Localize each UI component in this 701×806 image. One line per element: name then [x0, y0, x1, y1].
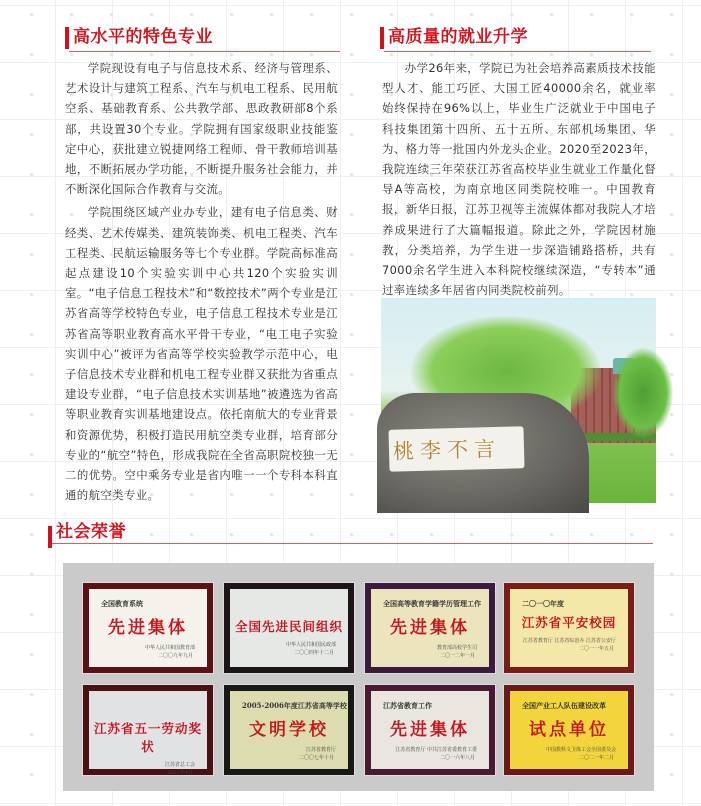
paragraph: 办学26年来，学院已为社会培养高素质技术技能型人才、能工巧匠、大国工匠40000余名，就业率始终保持在96%以上，毕业生广泛就业于中国电子科技集团第十四所、五十五所、东部机场集团、华为、格力等一批国内外龙头企业。2020至2023年，我院连续三年荣获江苏省高校毕业生就业工作量化督导A等高校，为南京地区同类院校唯一。中国教育报，新华日报，江苏卫视等主流媒体都对我院人才培养成果进行了大篇幅报道。除此之外，学院因材施教，分类培养，为学生进一步深造铺路搭桥，共有7000余名学生进入本科院校继续深造，“专转本”通过率连续多年居省内同类院校前列。	[382, 61, 656, 298]
honor-plaque	[503, 684, 635, 776]
plaque-title: 文明学校	[249, 720, 329, 740]
honor-plaque	[223, 582, 355, 674]
honor-plaque	[364, 684, 496, 776]
plaque-caption: 二〇一〇年度	[522, 599, 564, 608]
header-accent-bar	[380, 27, 384, 49]
plaque-caption: 江苏省教育工作	[383, 701, 432, 710]
plaque-title: 先进集体	[390, 618, 470, 638]
campus-photo	[381, 298, 656, 503]
plaque-face	[371, 589, 489, 667]
honor-plaque	[223, 684, 355, 776]
header-accent-bar	[65, 27, 69, 49]
section-title: 社会荣誉	[56, 522, 126, 542]
plaque-face	[230, 691, 348, 769]
plaque-title: 试点单位	[529, 720, 609, 740]
plaque-caption: 全国教育系统	[101, 599, 143, 608]
plaque-caption: 全国产业工人队伍建设改革	[522, 701, 606, 710]
paragraph: 学院现设有电子与信息技术系、经济与管理系、艺术设计与建筑工程系、汽车与机电工程系、民用航空系、基础教育系、公共教学部、思政教研部8个系部，共设置30个专业。学院拥有国家级职业技能鉴定中心，获批建立锐捷网络工程师、骨干教师培训基地，不断拓展办学功能，不断提升服务社会能力，并不断深化国际合作教育与交流。	[65, 61, 338, 197]
header-underline	[52, 543, 653, 544]
rock-inscription: 桃李不言	[392, 436, 502, 464]
plaque-title: 江苏省平安校园	[521, 615, 617, 630]
plaque-caption: 全国高等教育学籍学历管理工作	[383, 599, 481, 608]
plaque-issuer: 中国教科文卫体工会全国委员会	[545, 747, 616, 753]
plaque-face	[89, 589, 207, 667]
specialties-text	[65, 58, 338, 505]
plaque-date: 二〇〇四年十二月	[293, 650, 334, 656]
plaque-issuer: 江苏省教育厅 中共江苏省委教育工委	[395, 747, 477, 753]
honor-plaque	[364, 582, 496, 674]
plaque-date: 二〇二一年二月	[578, 755, 614, 761]
plaque-date: 二〇〇九年九月	[157, 653, 193, 659]
plaque-issuer: 中华人民共和国教育部	[144, 645, 195, 651]
paragraph: 学院围绕区域产业办专业，建有电子信息类、财经类、艺术传媒类、建筑装饰类、机电工程类、汽车工程类、民航运输服务等七个专业群。学院高标准高起点建设10个实验实训中心共120个实验实训室。“电子信息工程技术”和“数控技术”两个专业是江苏省高等学校特色专业，电子信息工程技术专业是江苏省高等职业教育高水平骨干专业，“电工电子实验实训中心”被评为省高等学校实验教学示范中心，电子信息技术专业群和机电工程专业群又获批为省重点建设专业群，“电子信息技术实训基地”被遴选为省高等职业教育实训基地建设点。依托南航大的专业背景和资源优势，积极打造民用航空类专业群，培育部分专业的“航空”特色，形成我院在全省高职院校独一无二的优势。空中乘务专业是省内唯一一个专科本科直通的航空类专业。	[65, 205, 338, 503]
section-header-employment	[380, 25, 660, 52]
plaque-issuer: 中华人民共和国民政部	[285, 642, 336, 648]
plaque-title: 江苏省五一劳动奖状	[93, 721, 202, 754]
plaque-issuer: 江苏省教育厅	[305, 747, 336, 753]
plaque-date: 2022年4月	[167, 770, 193, 776]
plaque-issuer: 江苏省总工会	[164, 762, 195, 768]
employment-text	[382, 58, 656, 300]
plaque-date: 二〇一六年八月	[439, 755, 475, 761]
plaque-face	[89, 691, 207, 776]
honor-plaque	[82, 684, 214, 776]
plaque-title: 先进集体	[108, 618, 188, 638]
plaque-date: 二〇一一年五月	[578, 646, 614, 652]
header-underline	[69, 51, 340, 52]
plaque-caption	[89, 691, 207, 701]
plaque-issuer: 教育部高校学生司	[436, 645, 477, 651]
plaque-face	[510, 589, 628, 667]
plaque-title: 先进集体	[390, 720, 470, 740]
section-header-honors	[48, 524, 653, 548]
plaque-date: 二〇〇七年十月	[298, 755, 334, 761]
plaque-face	[230, 589, 348, 667]
section-title: 高水平的特色专业	[73, 27, 213, 47]
honor-plaque	[82, 582, 214, 674]
header-accent-bar	[48, 526, 52, 548]
plaque-face	[510, 691, 628, 769]
plaque-caption: 2005-2006年度江苏省高等学校	[242, 701, 347, 710]
section-title: 高质量的就业升学	[388, 27, 528, 47]
header-underline	[384, 51, 651, 52]
photo-tree	[613, 348, 673, 438]
honor-plaque	[503, 582, 635, 674]
plaque-issuer: 江苏省教育厅 江苏省综治办 江苏省公安厅	[522, 638, 616, 644]
section-header-specialties	[65, 25, 340, 52]
plaque-face	[371, 691, 489, 769]
plaque-title: 全国先进民间组织	[234, 619, 343, 634]
plaque-date: 二〇一二年一月	[439, 653, 475, 659]
plaque-caption	[230, 589, 348, 599]
